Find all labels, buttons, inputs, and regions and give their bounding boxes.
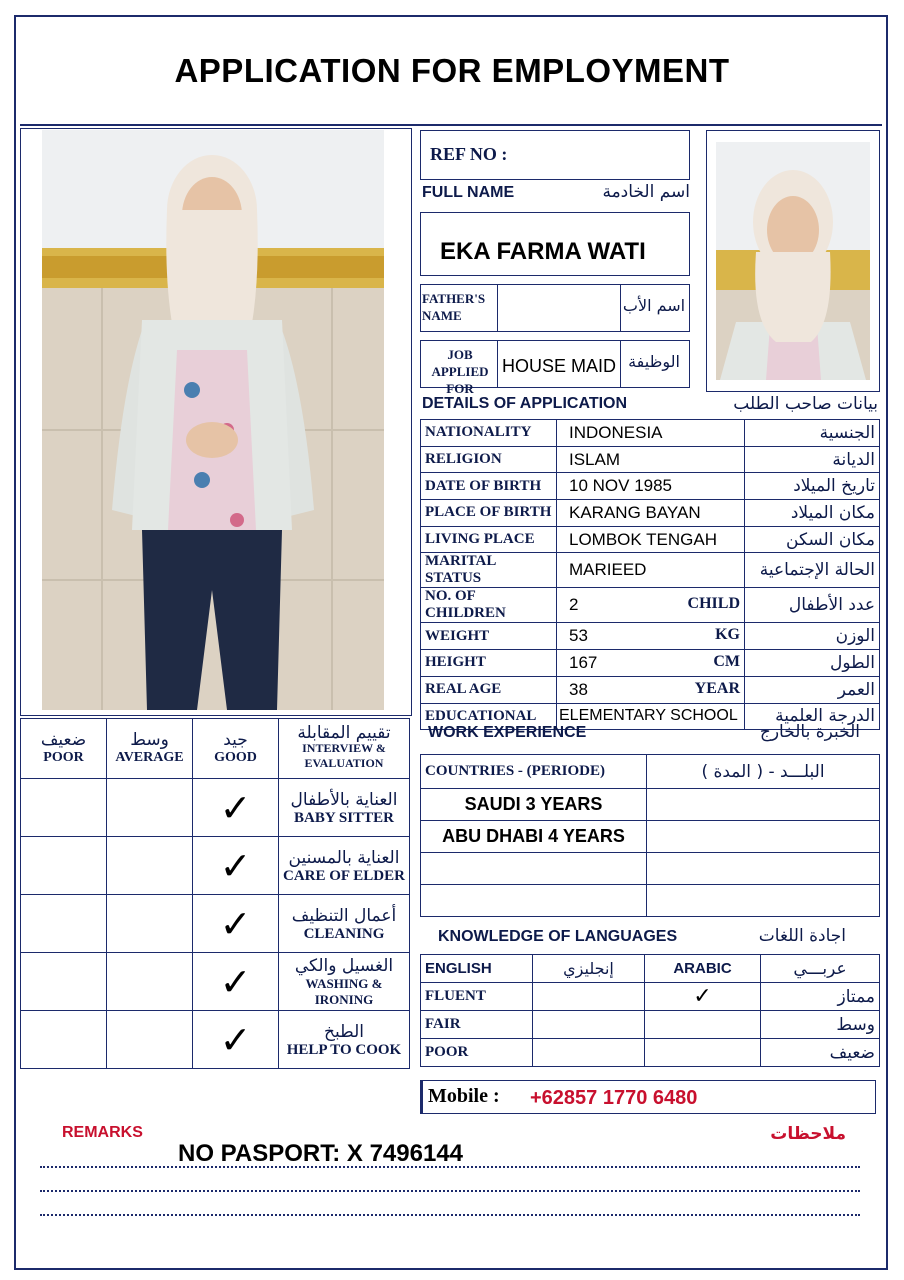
language-level-ar: وسط [761,1011,880,1039]
language-level: FLUENT [421,983,533,1011]
mobile-label: Mobile : [428,1085,500,1107]
poor-header-ar: ضعيف [40,729,87,750]
good-check-icon: ✓ [193,1011,279,1069]
countries-header: COUNTRIES - (PERIODE) [421,755,647,789]
poor-cell [21,837,107,895]
full-name-label: FULL NAME [422,184,515,201]
detail-arabic-label: الدرجة العلمية [745,703,880,730]
arabic-header-ar: عربـــي [761,955,880,983]
evaluation-row [21,779,410,837]
evaluation-item-ar: الطبخ [324,1021,364,1042]
detail-value-cell [557,588,745,623]
details-row [421,420,880,447]
remarks-value: NO PASPORT: X 7496144 [178,1140,464,1167]
detail-value: 53 [569,626,588,646]
work-experience-label: WORK EXPERIENCE [428,724,587,741]
average-cell [107,837,193,895]
detail-label: MARITAL STATUS [421,553,557,588]
portrait-photo [716,142,870,380]
detail-arabic-label: الطول [745,650,880,677]
father-name-arabic-label: اسم الأب [622,296,686,315]
detail-label: HEIGHT [421,650,557,677]
evaluation-item-ar: العناية بالأطفال [290,789,398,810]
detail-value-wrap [569,653,740,673]
detail-unit: CHILD [687,595,740,613]
detail-arabic-label: مكان الميلاد [745,500,880,527]
detail-label: DATE OF BIRTH [421,473,557,500]
languages-arabic-label: اجادة اللغات [758,926,846,946]
detail-label: NATIONALITY [421,420,557,447]
work-experience-table [420,754,880,917]
arabic-check-icon [645,1039,761,1067]
details-row [421,526,880,553]
good-header [193,719,279,779]
detail-value: MARIEED [557,553,745,588]
details-row [421,473,880,500]
english-check-icon [533,983,645,1011]
english-header: ENGLISH [421,955,533,983]
detail-arabic-label: الحالة الإجتماعية [745,553,880,588]
detail-arabic-label: العمر [745,676,880,703]
form-title: APPLICATION FOR EMPLOYMENT [174,52,730,89]
full-name-value: EKA FARMA WATI [440,238,646,265]
details-row [421,588,880,623]
countries-header-ar: البلـــد - ( المدة ) [647,755,880,789]
language-level-ar: ضعيف [761,1039,880,1067]
detail-unit: CM [713,652,740,670]
remarks-line-3 [40,1214,860,1216]
detail-label: RELIGION [421,446,557,473]
poor-cell [21,779,107,837]
ref-label: REF NO : [430,144,508,164]
details-row [421,500,880,527]
details-table [420,419,880,730]
evaluation-item-ar: أعمال التنظيف [291,905,397,926]
good-check-icon: ✓ [193,895,279,953]
work-period [647,789,880,821]
work-country [421,853,647,885]
remarks-arabic-label: ملاحظات [770,1124,846,1144]
evaluation-item [279,1011,410,1069]
evaluation-item [279,779,410,837]
good-check-icon: ✓ [193,779,279,837]
detail-arabic-label: الديانة [745,446,880,473]
language-row [421,1039,880,1067]
job-value: HOUSE MAID [502,356,617,376]
poor-cell [21,953,107,1011]
poor-cell [21,1011,107,1069]
detail-arabic-label: عدد الأطفال [745,588,880,623]
language-level: POOR [421,1039,533,1067]
average-cell [107,1011,193,1069]
arabic-header: ARABIC [645,955,761,983]
detail-unit: KG [715,626,740,644]
evaluation-row [21,837,410,895]
good-check-icon: ✓ [193,953,279,1011]
detail-value: INDONESIA [557,420,745,447]
title-divider [20,124,882,126]
language-level: FAIR [421,1011,533,1039]
evaluation-header-en: INTERVIEW & EVALUATION [302,741,386,770]
average-header [107,719,193,779]
detail-value: ELEMENTARY SCHOOL [557,703,745,730]
job-arabic-label: الوظيفة [628,352,680,371]
detail-label: REAL AGE [421,676,557,703]
evaluation-item [279,895,410,953]
average-cell [107,953,193,1011]
evaluation-header-ar: تقييم المقابلة [297,723,391,743]
detail-value: KARANG BAYAN [557,500,745,527]
detail-value-wrap [569,680,740,700]
english-check-icon [533,1011,645,1039]
poor-header-en: POOR [43,749,84,765]
good-check-icon: ✓ [193,837,279,895]
work-country: ABU DHABI 4 YEARS [421,821,647,853]
details-row [421,676,880,703]
detail-value: 38 [569,679,588,699]
detail-label: PLACE OF BIRTH [421,500,557,527]
detail-value: 10 NOV 1985 [557,473,745,500]
evaluation-row [21,895,410,953]
remarks-label: REMARKS [62,1124,143,1141]
evaluation-item-en: HELP TO COOK [286,1041,402,1058]
remarks-line-2 [40,1190,860,1192]
detail-value: ISLAM [557,446,745,473]
details-row [421,650,880,677]
details-row [421,553,880,588]
detail-unit: YEAR [694,679,740,697]
evaluation-item-en: CLEANING [303,925,385,942]
work-row [421,821,880,853]
language-row [421,1011,880,1039]
detail-label: NO. OF CHILDREN [421,588,557,623]
detail-value-cell [557,650,745,677]
details-label: DETAILS OF APPLICATION [422,395,628,412]
remarks-line-1 [40,1166,860,1168]
languages-label: KNOWLEDGE OF LANGUAGES [438,928,678,945]
evaluation-item [279,953,410,1011]
details-row [421,446,880,473]
evaluation-item-en: WASHING & IRONING [305,975,383,1007]
work-experience-arabic-label: الخبرة بالخارج [759,722,860,742]
good-header-en: GOOD [214,749,257,765]
father-name-label: FATHER'S NAME [422,291,486,323]
average-header-ar: وسط [130,729,169,750]
evaluation-item-ar: الغسيل والكي [294,955,394,976]
poor-header [21,719,107,779]
evaluation-header [279,719,410,779]
work-row [421,853,880,885]
evaluation-row [21,953,410,1011]
detail-value-wrap [569,626,740,646]
mobile-value: +62857 1770 6480 [530,1087,698,1109]
poor-cell [21,895,107,953]
full-name-arabic-label: اسم الخادمة [602,182,690,202]
average-header-en: AVERAGE [115,749,184,765]
work-country: SAUDI 3 YEARS [421,789,647,821]
language-row [421,983,880,1011]
detail-arabic-label: الجنسية [745,420,880,447]
evaluation-item-ar: العناية بالمسنين [288,847,400,868]
average-cell [107,895,193,953]
work-period [647,885,880,917]
evaluation-item-en: CARE OF ELDER [283,867,405,884]
detail-arabic-label: تاريخ الميلاد [745,473,880,500]
evaluation-table [20,718,410,1069]
job-label: JOB APPLIED FOR [431,347,489,396]
detail-value: 167 [569,652,598,672]
language-level-ar: ممتاز [761,983,880,1011]
work-period [647,821,880,853]
detail-value: 2 [569,595,579,615]
arabic-check-icon [645,1011,761,1039]
average-cell [107,779,193,837]
detail-arabic-label: مكان السكن [745,526,880,553]
full-body-photo [42,130,384,710]
work-row [421,885,880,917]
english-check-icon [533,1039,645,1067]
evaluation-row [21,1011,410,1069]
english-header-ar: إنجليزي [533,955,645,983]
languages-table [420,954,880,1067]
work-period [647,853,880,885]
evaluation-item-en: BABY SITTER [294,809,394,826]
details-row [421,623,880,650]
detail-arabic-label: الوزن [745,623,880,650]
detail-value-wrap [569,595,740,615]
work-country [421,885,647,917]
work-row [421,789,880,821]
detail-label: EDUCATIONAL [421,703,557,730]
detail-value-cell [557,623,745,650]
detail-label: WEIGHT [421,623,557,650]
evaluation-item [279,837,410,895]
detail-value: LOMBOK TENGAH [557,526,745,553]
detail-label: LIVING PLACE [421,526,557,553]
arabic-check-icon: ✓ [645,983,761,1011]
good-header-ar: جيد [223,729,248,750]
details-arabic-label: بيانات صاحب الطلب [733,394,878,414]
detail-value-cell [557,676,745,703]
